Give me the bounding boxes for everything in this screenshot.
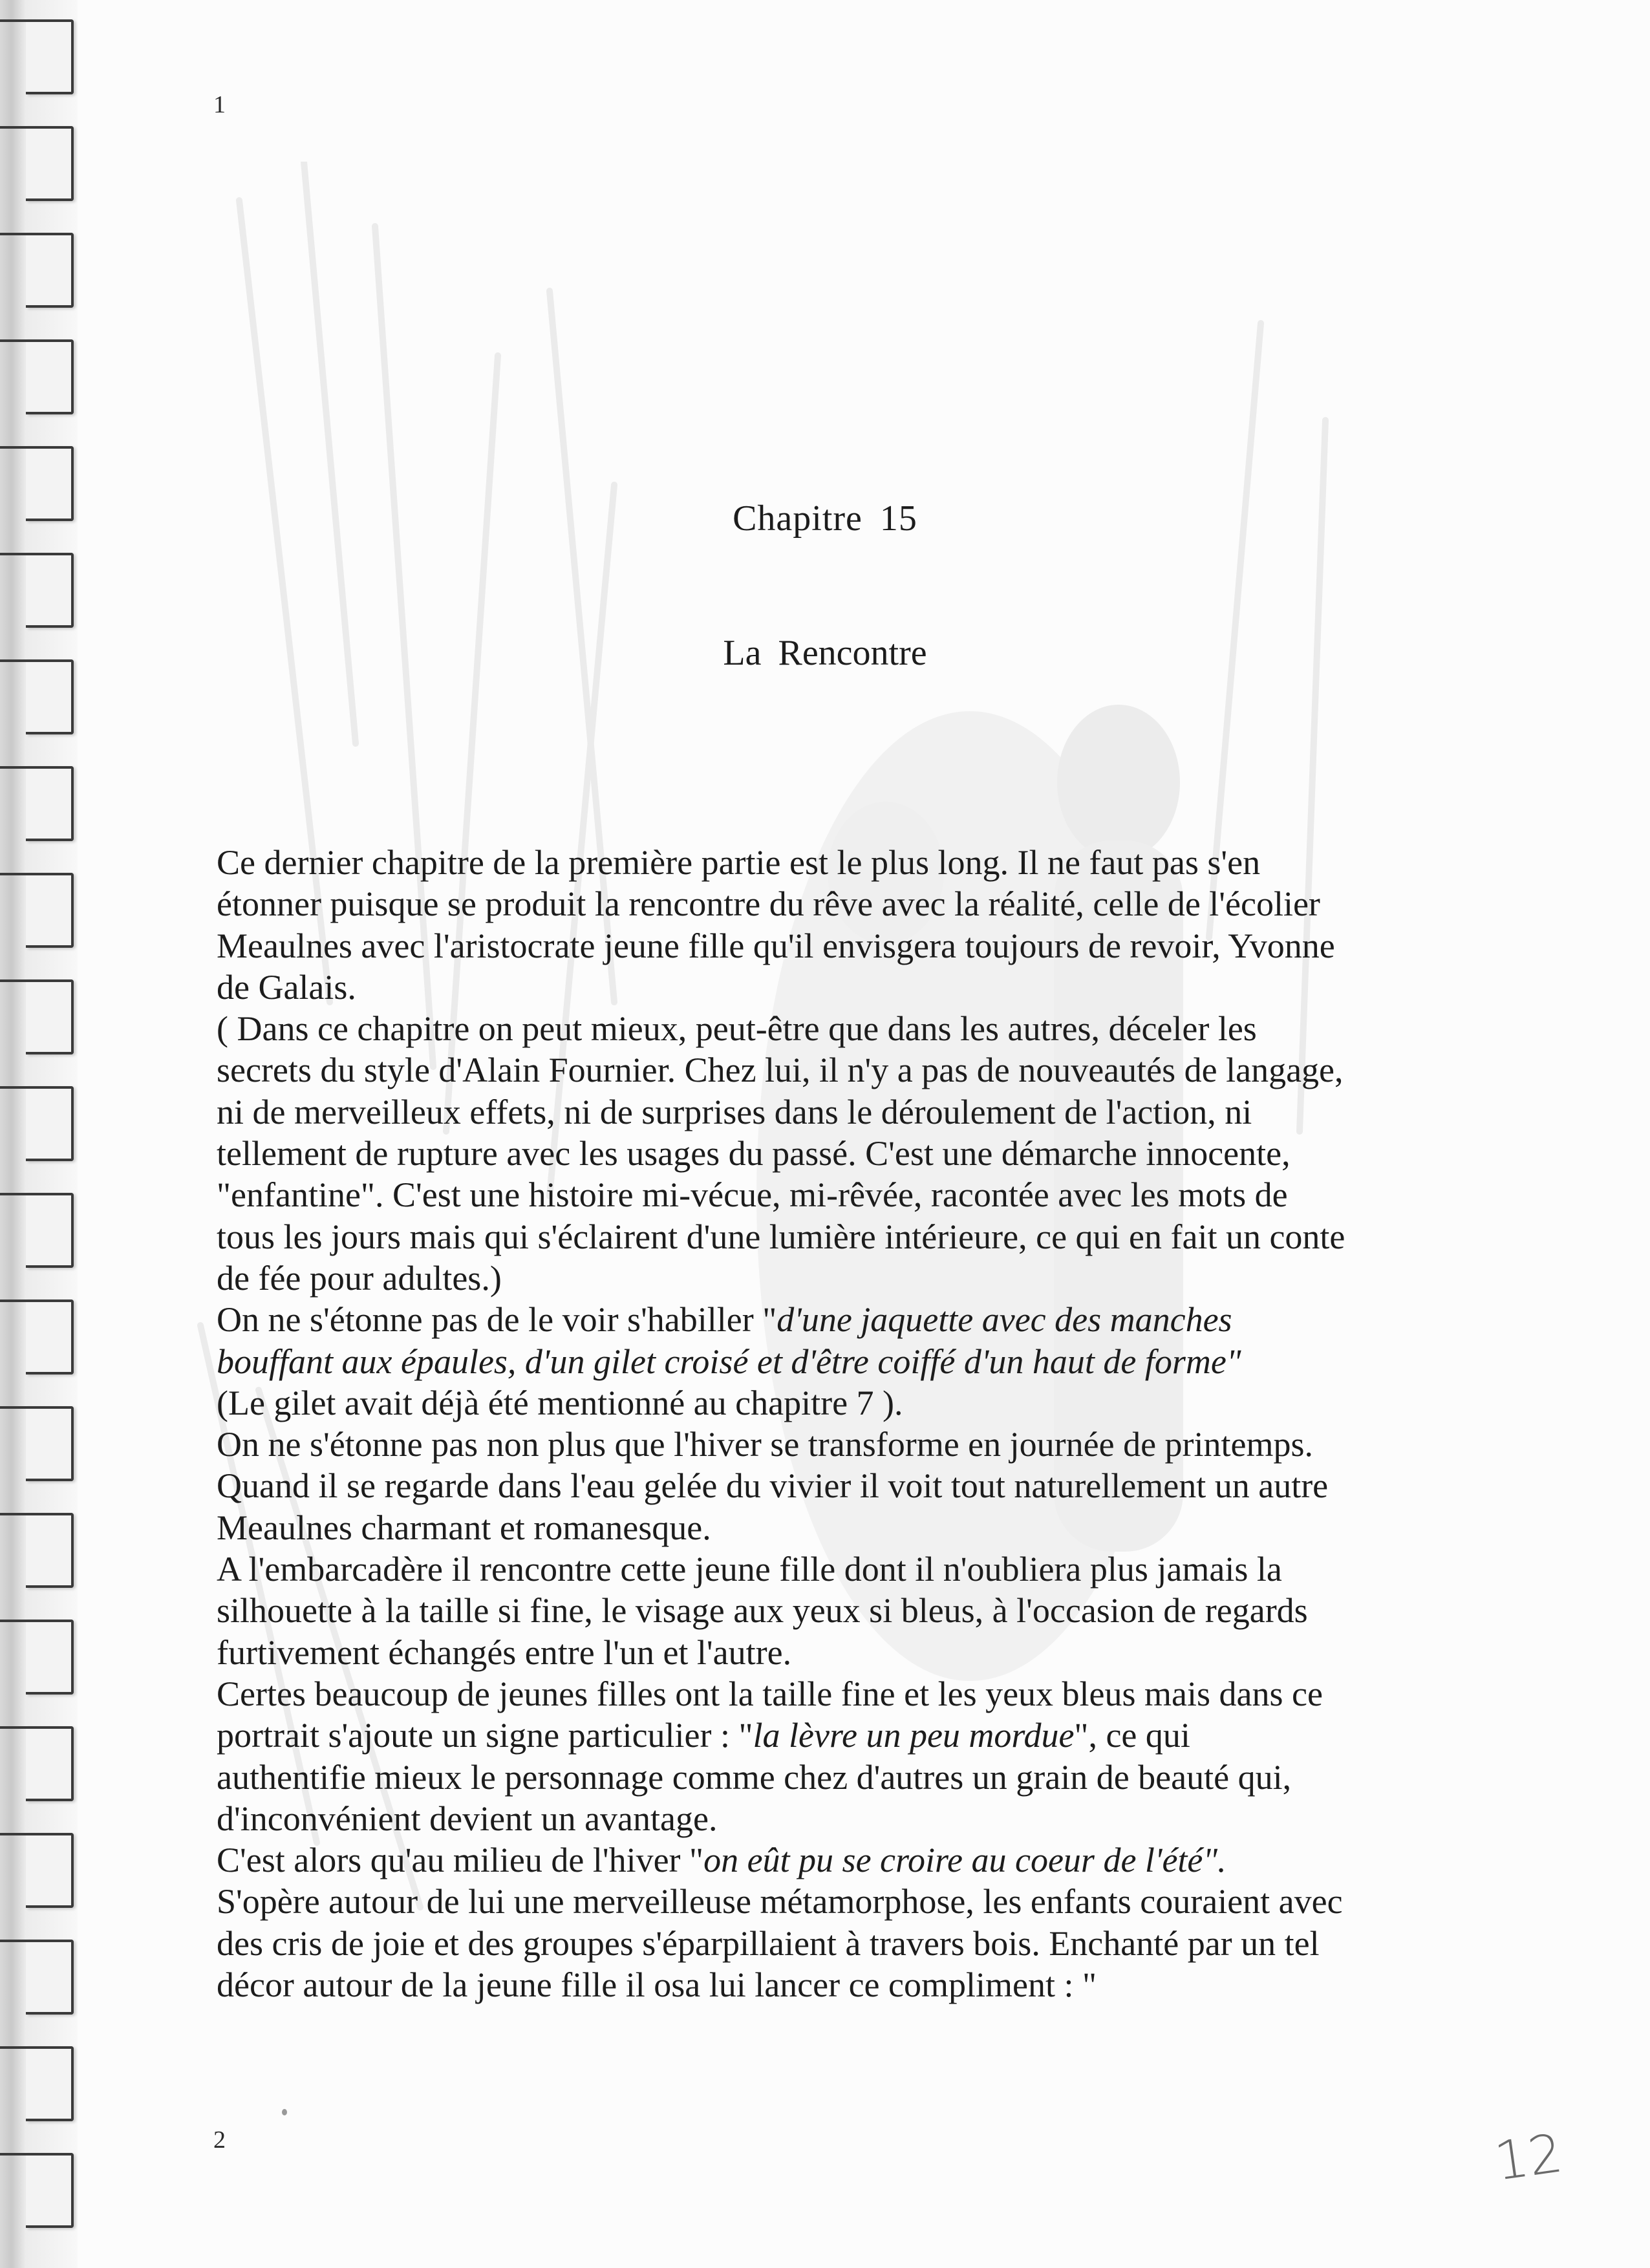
binding-ring bbox=[26, 1406, 74, 1481]
text-segment: ", ce qui bbox=[1074, 1716, 1190, 1755]
ink-speck bbox=[282, 2109, 287, 2115]
text-segment: On ne s'étonne pas de le voir s'habiller " bbox=[217, 1300, 777, 1340]
text-line bbox=[217, 1465, 1458, 1506]
text-segment: "enfantine". C'est une histoire mi-vécue, mi-rêvée, racontée avec les mots de bbox=[217, 1175, 1288, 1215]
chapter-title: Chapitre 15 bbox=[733, 498, 917, 539]
binding-ring bbox=[26, 1620, 74, 1695]
chapter-subtitle: La Rencontre bbox=[723, 633, 927, 673]
text-line bbox=[217, 1923, 1458, 1964]
spiral-binding bbox=[0, 0, 78, 2268]
text-line bbox=[217, 925, 1458, 967]
binding-ring bbox=[26, 766, 74, 841]
text-segment: furtivement échangés entre l'un et l'autre. bbox=[217, 1632, 792, 1672]
text-segment: authentifie mieux le personnage comme chez d'autres un grain de beauté qui, bbox=[217, 1757, 1292, 1797]
text-segment: Meaulnes charmant et romanesque. bbox=[217, 1508, 711, 1547]
binding-ring bbox=[26, 1833, 74, 1908]
text-segment: Certes beaucoup de jeunes filles ont la taille fine et les yeux bleus mais dans ce bbox=[217, 1674, 1323, 1713]
binding-ring bbox=[26, 2046, 74, 2121]
binding-ring bbox=[26, 1726, 74, 1801]
text-line bbox=[217, 1632, 1458, 1673]
text-segment: tellement de rupture avec les usages du passé. C'est une démarche innocente, bbox=[217, 1134, 1291, 1173]
text-segment: portrait s'ajoute un signe particulier : " bbox=[217, 1716, 753, 1755]
text-line bbox=[217, 1798, 1458, 1839]
binding-ring bbox=[26, 1086, 74, 1161]
text-line bbox=[217, 1424, 1458, 1465]
text-segment: secrets du style d'Alain Fournier. Chez lui, il n'y a pas de nouveautés de langage, bbox=[217, 1051, 1344, 1090]
binding-ring bbox=[26, 1193, 74, 1268]
text-line bbox=[217, 1299, 1458, 1340]
text-segment: ( Dans ce chapitre on peut mieux, peut-être que dans les autres, déceler les bbox=[217, 1009, 1257, 1049]
text-segment: étonner puisque se produit la rencontre du rêve avec la réalité, celle de l'écolier bbox=[217, 884, 1320, 924]
text-line bbox=[217, 1548, 1458, 1590]
binding-ring bbox=[26, 2153, 74, 2228]
italic-quote: on eût pu se croire au coeur de l'été". bbox=[703, 1841, 1227, 1880]
text-line bbox=[217, 1008, 1458, 1049]
text-segment: de Galais. bbox=[217, 967, 356, 1007]
text-line bbox=[217, 1507, 1458, 1548]
body-text bbox=[217, 842, 1458, 2006]
text-line bbox=[217, 1133, 1458, 1174]
text-segment: ni de merveilleux effets, ni de surprises dans le déroulement de l'action, ni bbox=[217, 1092, 1252, 1131]
text-line bbox=[217, 1839, 1458, 1881]
binding-ring bbox=[26, 1300, 74, 1375]
text-segment: Quand il se regarde dans l'eau gelée du vivier il voit tout naturellement un autre bbox=[217, 1466, 1329, 1506]
text-segment: Meaulnes avec l'aristocrate jeune fille qu'il envisgera toujours de revoir, Yvonne bbox=[217, 926, 1335, 965]
text-segment: (Le gilet avait déjà été mentionné au chapitre 7 ). bbox=[217, 1383, 903, 1422]
text-line bbox=[217, 1216, 1458, 1257]
binding-ring bbox=[26, 19, 74, 94]
text-segment: On ne s'étonne pas non plus que l'hiver se transforme en journée de printemps. bbox=[217, 1425, 1314, 1464]
text-line bbox=[217, 1964, 1458, 2006]
text-line bbox=[217, 1049, 1458, 1091]
text-line bbox=[217, 1174, 1458, 1215]
text-line bbox=[217, 1715, 1458, 1756]
binding-ring bbox=[26, 339, 74, 414]
handwritten-page-number: 12 bbox=[1490, 2123, 1567, 2193]
binding-ring bbox=[26, 1513, 74, 1588]
page-number-bottom: 2 bbox=[213, 2126, 226, 2154]
page-number-top: 1 bbox=[213, 91, 226, 118]
text-line bbox=[217, 1091, 1458, 1133]
text-segment: A l'embarcadère il rencontre cette jeune fille dont il n'oubliera plus jamais la bbox=[217, 1550, 1282, 1589]
text-line bbox=[217, 967, 1458, 1008]
text-segment: d'inconvénient devient un avantage. bbox=[217, 1799, 718, 1838]
text-line bbox=[217, 883, 1458, 925]
text-line bbox=[217, 1382, 1458, 1424]
text-segment: Ce dernier chapitre de la première partie est le plus long. Il ne faut pas s'en bbox=[217, 843, 1261, 882]
text-segment: de fée pour adultes.) bbox=[217, 1258, 502, 1298]
text-line bbox=[217, 1590, 1458, 1631]
text-line bbox=[217, 1881, 1458, 1922]
binding-ring bbox=[26, 979, 74, 1054]
text-segment: S'opère autour de lui une merveilleuse métamorphose, les enfants couraient avec bbox=[217, 1882, 1343, 1921]
italic-quote: la lèvre un peu mordue bbox=[753, 1716, 1075, 1755]
text-line bbox=[217, 1341, 1458, 1382]
binding-ring bbox=[26, 1940, 74, 2015]
text-segment: des cris de joie et des groupes s'éparpillaient à travers bois. Enchanté par un tel bbox=[217, 1923, 1320, 1963]
binding-ring bbox=[26, 126, 74, 201]
italic-quote: bouffant aux épaules, d'un gilet croisé et d'être coiffé d'un haut de forme" bbox=[217, 1342, 1241, 1381]
text-segment: C'est alors qu'au milieu de l'hiver " bbox=[217, 1841, 704, 1880]
text-line bbox=[217, 842, 1458, 883]
text-segment: décor autour de la jeune fille il osa lui lancer ce compliment : " bbox=[217, 1965, 1097, 2005]
text-line bbox=[217, 1673, 1458, 1715]
binding-ring bbox=[26, 873, 74, 948]
text-line bbox=[217, 1757, 1458, 1798]
binding-ring bbox=[26, 553, 74, 628]
text-segment: tous les jours mais qui s'éclairent d'une lumière intérieure, ce qui en fait un conte bbox=[217, 1217, 1345, 1256]
text-line bbox=[217, 1257, 1458, 1299]
text-segment: silhouette à la taille si fine, le visage aux yeux si bleus, à l'occasion de regards bbox=[217, 1591, 1308, 1631]
binding-ring bbox=[26, 233, 74, 308]
italic-quote: d'une jaquette avec des manches bbox=[777, 1300, 1232, 1340]
